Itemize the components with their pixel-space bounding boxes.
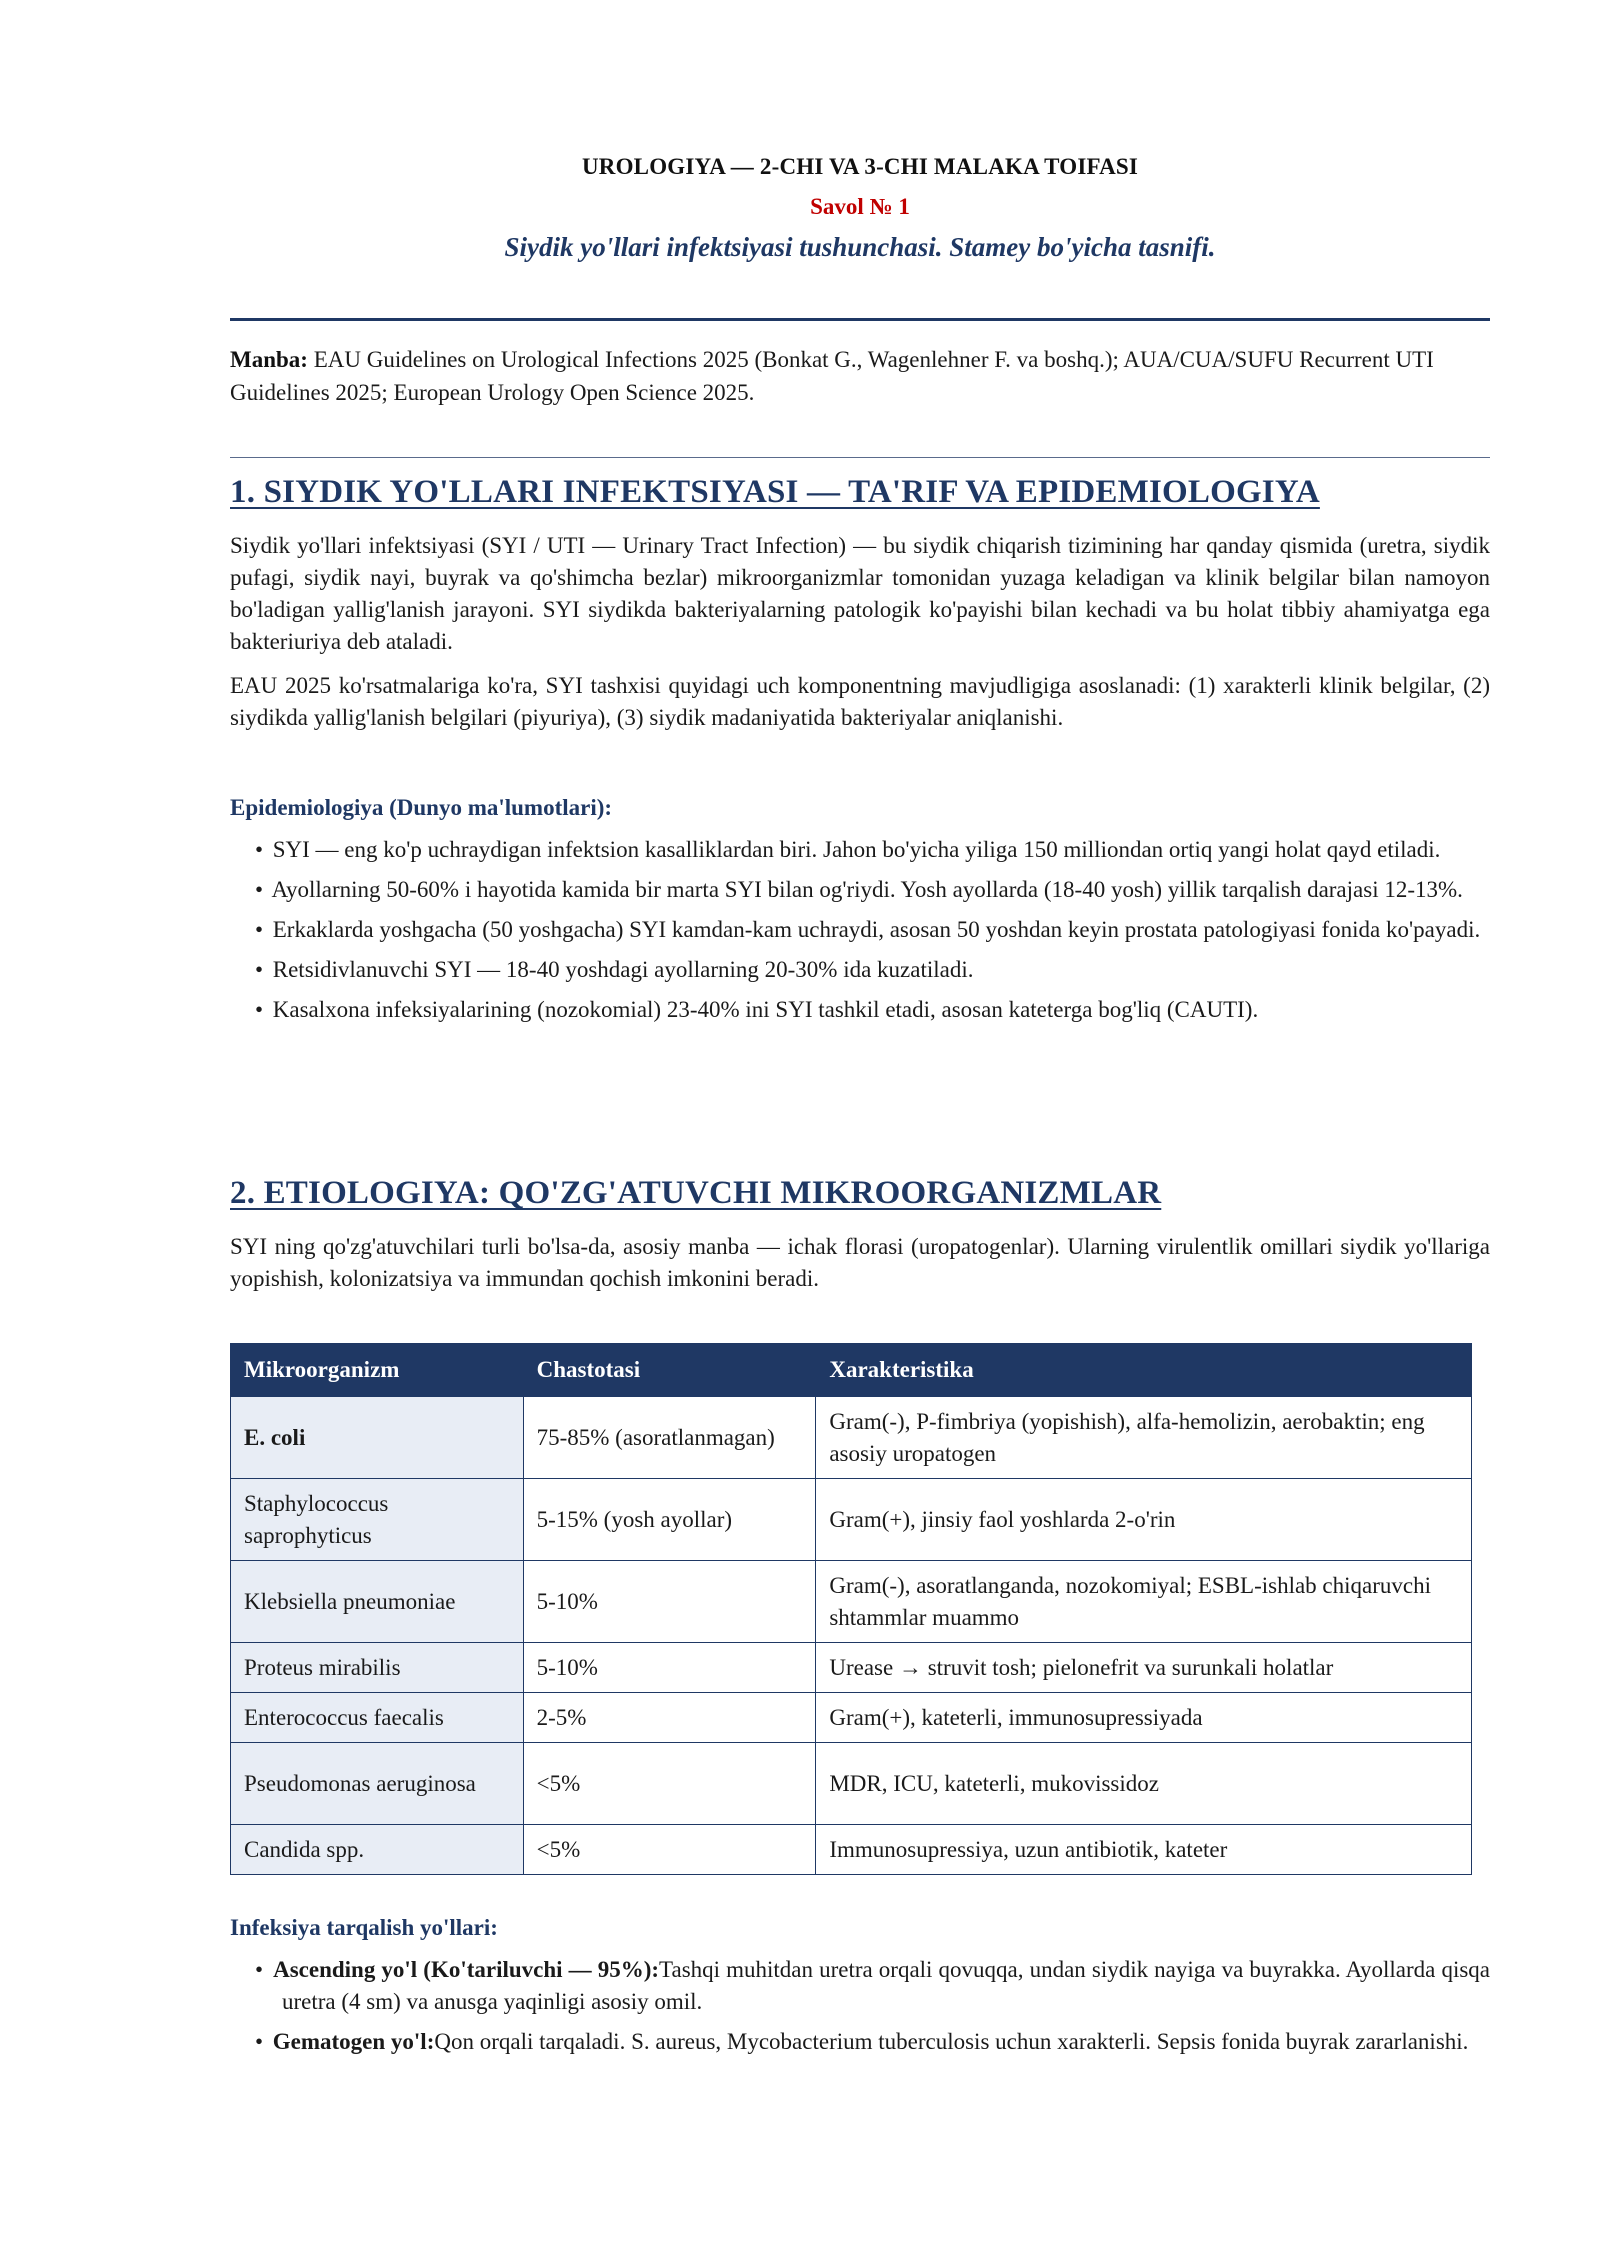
epidemiology-list — [230, 834, 1490, 1034]
routes-heading: Infeksiya tarqalish yo'llari: — [230, 1915, 498, 1940]
routes-list — [230, 1954, 1490, 2066]
list-item: • Retsidivlanuvchi SYI — 18-40 yoshdagi ayollarning 20-30% ida kuzatiladi. — [255, 957, 974, 982]
table-cell: <5% — [523, 1825, 816, 1875]
section-1-paragraph-2: EAU 2025 ko'rsatmalariga ko'ra, SYI tashxisi quyidagi uch komponentning mavjudligiga asoslanadi: (1) xarakterli klinik belgilar, (2) siydikda yallig'lanish belgilari (piyuriya), (3) siydik madaniyatida bakteriyalar aniqlanishi. — [230, 673, 1490, 730]
table-cell: Staphylococcus saprophyticus — [231, 1479, 524, 1561]
table-cell: 75-85% (asoratlanmagan) — [523, 1397, 816, 1479]
table-cell: Enterococcus faecalis — [231, 1693, 524, 1743]
list-item: • Erkaklarda yoshgacha (50 yoshgacha) SYI kamdan-kam uchraydi, asosan 50 yoshdan keyin prostata patologiyasi fonida ko'payadi. — [255, 917, 1481, 942]
header-divider — [230, 318, 1490, 321]
table-cell: Immunosupressiya, uzun antibiotik, kateter — [816, 1825, 1472, 1875]
table-cell: 5-15% (yosh ayollar) — [523, 1479, 816, 1561]
table-cell: Pseudomonas aeruginosa — [231, 1743, 524, 1825]
source-text: EAU Guidelines on Urological Infections 2025 (Bonkat G., Wagenlehner F. va boshq.); AUA/CUA/SUFU Recurrent UTI Guidelines 2025; European Urology Open Science 2025. — [230, 347, 1434, 405]
section-1-heading: 1. SIYDIK YO'LLARI INFEKTSIYASI — TA'RIF VA EPIDEMIOLOGIYA — [230, 474, 1320, 510]
list-item: • Kasalxona infeksiyalarining (nozokomial) 23-40% ini SYI tashkil etadi, asosan kateterga bog'liq (CAUTI). — [255, 997, 1259, 1022]
table-row — [231, 1693, 1472, 1743]
table-cell: 5-10% — [523, 1643, 816, 1693]
table-header-row — [231, 1344, 1472, 1397]
table-cell: Proteus mirabilis — [231, 1643, 524, 1693]
question-number: Savol № 1 — [810, 194, 910, 219]
section-2-heading: 2. ETIOLOGIYA: QO'ZG'ATUVCHI MIKROORGANIZMLAR — [230, 1175, 1162, 1211]
table-row — [231, 1561, 1472, 1643]
table-cell: MDR, ICU, kateterli, mukovissidoz — [816, 1743, 1472, 1825]
list-item: • Ascending yo'l (Ko'tariluvchi — 95%):Tashqi muhitdan uretra orqali qovuqqa, undan siydik nayiga va buyrakka. Ayollarda qisqa uretra (4 sm) va anusga yaqinligi asosiy omil. — [255, 1957, 1490, 2014]
table-row — [231, 1643, 1472, 1693]
table-header-cell: Xarakteristika — [816, 1344, 1472, 1397]
table-cell: E. coli — [231, 1397, 524, 1479]
question-title: Siydik yo'llari infektsiyasi tushunchasi. Stamey bo'yicha tasnifi. — [504, 232, 1216, 262]
section-2-paragraph-1: SYI ning qo'zg'atuvchilari turli bo'lsa-da, asosiy manba — ichak florasi (uropatogenlar). Ularning virulentlik omillari siydik yo'llariga yopishish, kolonizatsiya va immundan qochish imkonini beradi. — [230, 1234, 1490, 1291]
document-title: UROLOGIYA — 2-CHI VA 3-CHI MALAKA TOIFASI — [581, 154, 1139, 179]
table-row — [231, 1825, 1472, 1875]
table-cell: Candida spp. — [231, 1825, 524, 1875]
table-cell: Gram(-), asoratlanganda, nozokomiyal; ESBL-ishlab chiqaruvchi shtammlar muammo — [816, 1561, 1472, 1643]
table-row — [231, 1479, 1472, 1561]
table-cell: Urease → struvit tosh; pielonefrit va surunkali holatlar — [816, 1643, 1472, 1693]
section-1-paragraph-1: Siydik yo'llari infektsiyasi (SYI / UTI — Urinary Tract Infection) — bu siydik chiqarish tizimining har qanday qismida (uretra, siydik pufagi, siydik nayi, buyrak va qo'shimcha bezlar) mikroorganizmlar tomonidan yuzaga keladigan va klinik belgilar bilan namoyon bo'ladigan yallig'lanish jarayoni. SYI siydikda bakteriyalarning patologik ko'payishi bilan kechadi va bu holat tibbiy ahamiyatga ega bakteriuriya deb ataladi. — [230, 533, 1490, 654]
table-cell: Gram(-), P-fimbriya (yopishish), alfa-hemolizin, aerobaktin; eng asosiy uropatogen — [816, 1397, 1472, 1479]
table-cell: Klebsiella pneumoniae — [231, 1561, 524, 1643]
table-cell: 5-10% — [523, 1561, 816, 1643]
table-header-cell: Mikroorganizm — [231, 1344, 524, 1397]
list-item: • SYI — eng ko'p uchraydigan infektsion kasalliklardan biri. Jahon bo'yicha yiliga 150 milliondan ortiq yangi holat qayd etiladi. — [255, 837, 1441, 862]
table-row — [231, 1743, 1472, 1825]
table-cell: Gram(+), kateterli, immunosupressiyada — [816, 1693, 1472, 1743]
route-label: Gematogen yo'l: — [272, 2029, 435, 2054]
table-cell: 2-5% — [523, 1693, 816, 1743]
epidemiology-heading: Epidemiologiya (Dunyo ma'lumotlari): — [230, 795, 613, 820]
table-row — [231, 1397, 1472, 1479]
table-cell: Gram(+), jinsiy faol yoshlarda 2-o'rin — [816, 1479, 1472, 1561]
list-item: • Gematogen yo'l:Qon orqali tarqaladi. S. aureus, Mycobacterium tuberculosis uchun xarakterli. Sepsis fonida buyrak zararlanishi. — [255, 2029, 1469, 2054]
table-header-cell: Chastotasi — [523, 1344, 816, 1397]
table-cell: <5% — [523, 1743, 816, 1825]
source-note — [230, 343, 1490, 409]
microorganism-table — [230, 1343, 1472, 1875]
source-divider — [230, 457, 1490, 458]
source-label: Manba: — [230, 347, 308, 372]
list-item: • Ayollarning 50-60% i hayotida kamida bir marta SYI bilan og'riydi. Yosh ayollarda (18-40 yosh) yillik tarqalish darajasi 12-13%. — [255, 877, 1463, 902]
route-label: Ascending yo'l (Ko'tariluvchi — 95%): — [273, 1957, 660, 1982]
